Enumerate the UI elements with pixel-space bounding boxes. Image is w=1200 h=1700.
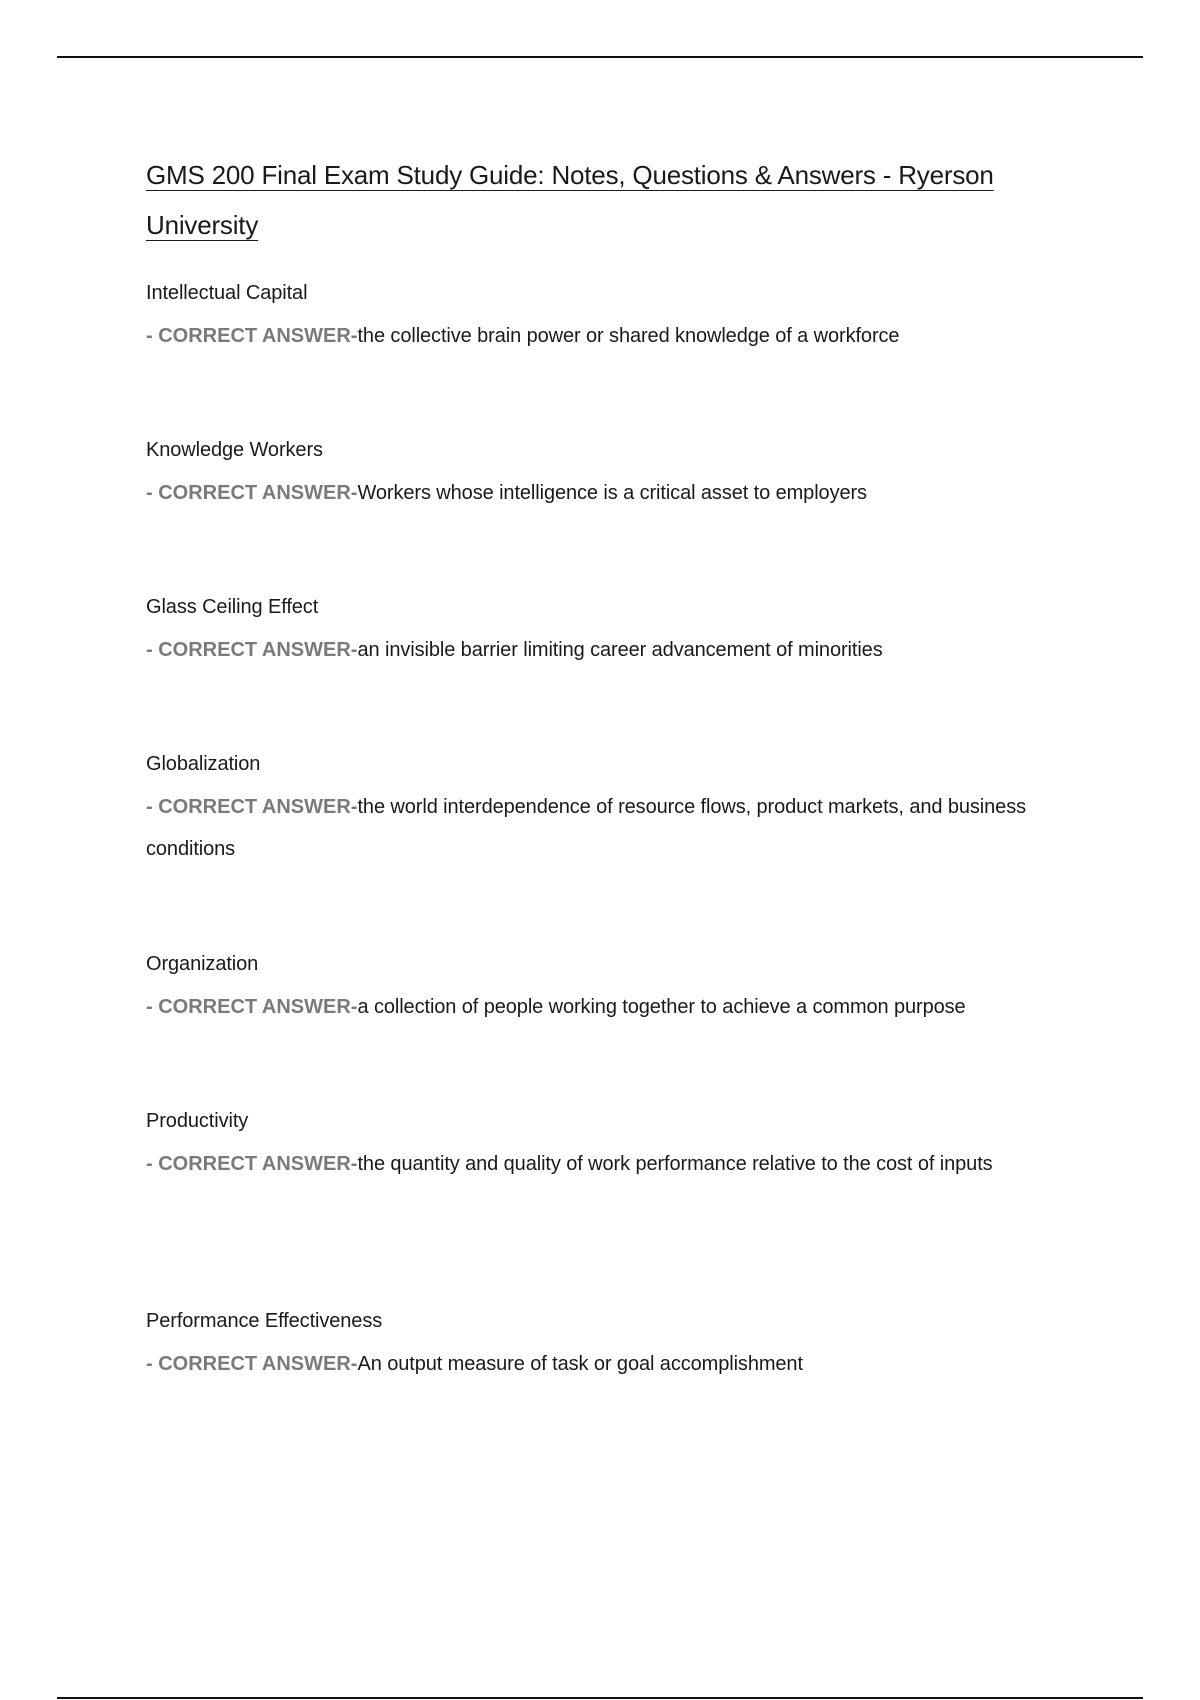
correct-answer-label: - CORRECT ANSWER- <box>146 639 358 661</box>
correct-answer-label: - CORRECT ANSWER- <box>146 1353 358 1375</box>
definition: a collection of people working together to achieve a common purpose <box>357 996 966 1018</box>
definition: an invisible barrier limiting career advancement of minorities <box>357 639 883 661</box>
definition: the world interdependence of resource flows, product markets, and business conditions <box>146 796 1026 860</box>
qa-item <box>146 951 1086 1108</box>
definition: An output measure of task or goal accomplishment <box>357 1353 803 1375</box>
term: Intellectual Capital <box>146 282 308 304</box>
qa-item <box>146 1308 1086 1465</box>
answer-text <box>146 986 1086 1028</box>
term: Glass Ceiling Effect <box>146 596 319 618</box>
answer-text <box>146 315 1086 357</box>
qa-item <box>146 751 1086 951</box>
definition: the collective brain power or shared knowledge of a workforce <box>357 325 900 347</box>
definition: the quantity and quality of work performance relative to the cost of inputs <box>357 1153 993 1175</box>
term: Organization <box>146 953 259 975</box>
term: Performance Effectiveness <box>146 1310 383 1332</box>
footer-rule <box>57 1697 1143 1699</box>
term: Productivity <box>146 1110 249 1132</box>
correct-answer-label: - CORRECT ANSWER- <box>146 1153 358 1175</box>
correct-answer-label: - CORRECT ANSWER- <box>146 325 358 347</box>
qa-item <box>146 1108 1086 1308</box>
term: Globalization <box>146 753 261 775</box>
correct-answer-label: - CORRECT ANSWER- <box>146 482 358 504</box>
qa-list <box>146 280 1086 1465</box>
qa-item <box>146 280 1086 437</box>
answer-text <box>146 1143 1086 1185</box>
correct-answer-label: - CORRECT ANSWER- <box>146 796 358 818</box>
answer-text <box>146 472 1086 514</box>
header-rule <box>57 56 1143 58</box>
answer-text <box>146 786 1086 870</box>
answer-text <box>146 629 1086 671</box>
correct-answer-label: - CORRECT ANSWER- <box>146 996 358 1018</box>
document-body <box>146 150 1086 1465</box>
qa-item <box>146 437 1086 594</box>
definition: Workers whose intelligence is a critical asset to employers <box>357 482 867 504</box>
answer-text <box>146 1343 1086 1385</box>
term: Knowledge Workers <box>146 439 323 461</box>
qa-item <box>146 594 1086 751</box>
document-title: GMS 200 Final Exam Study Guide: Notes, Questions & Answers - Ryerson University <box>146 160 994 240</box>
